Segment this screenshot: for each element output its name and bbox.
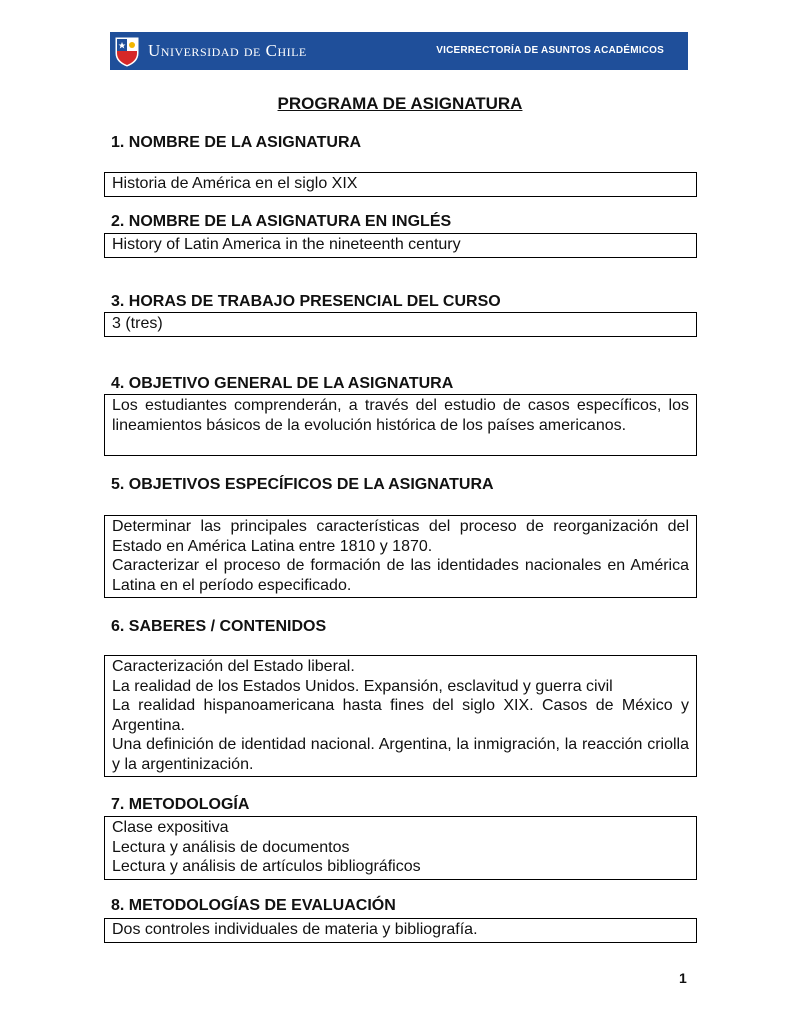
section-5-box bbox=[104, 515, 697, 598]
section-6-line: La realidad de los Estados Unidos. Expansión, esclavitud y guerra civil bbox=[112, 677, 613, 695]
section-8-line: Dos controles individuales de materia y bibliografía. bbox=[112, 921, 478, 938]
page-number: 1 bbox=[679, 970, 687, 986]
section-8-box bbox=[104, 918, 697, 943]
section-1-line: Historia de América en el siglo XIX bbox=[112, 175, 358, 192]
section-2-box bbox=[104, 233, 697, 258]
section-1-box bbox=[104, 172, 697, 197]
section-4-box bbox=[104, 394, 697, 456]
section-1-heading: 1. NOMBRE DE LA ASIGNATURA bbox=[111, 134, 362, 151]
vice-rectory-name: VICERRECTORÍA DE ASUNTOS ACADÉMICOS bbox=[436, 45, 664, 56]
section-7-heading: 7. METODOLOGÍA bbox=[111, 796, 250, 813]
section-5-line: Caracterizar el proceso de formación de las identidades nacionales en América Latina en el período especificado. bbox=[112, 557, 689, 594]
section-2-heading: 2. NOMBRE DE LA ASIGNATURA EN INGLÉS bbox=[111, 213, 452, 230]
page-title: PROGRAMA DE ASIGNATURA bbox=[277, 94, 523, 113]
section-6-line: Caracterización del Estado liberal. bbox=[112, 658, 355, 675]
section-3-line: 3 (tres) bbox=[112, 315, 163, 332]
header-banner bbox=[110, 32, 688, 70]
section-7-line: Clase expositiva bbox=[112, 819, 229, 836]
section-3-box bbox=[104, 312, 697, 337]
section-7-line: Lectura y análisis de documentos bbox=[112, 838, 350, 856]
section-5-line: Determinar las principales características del proceso de reorganización del Estado en América Latina entre 1810 y 1870. bbox=[112, 518, 689, 555]
section-4-line: Los estudiantes comprenderán, a través del estudio de casos específicos, los lineamientos básicos de la evolución histórica de los países americanos. bbox=[112, 397, 689, 434]
section-7-box bbox=[104, 816, 697, 880]
section-5-heading: 5. OBJETIVOS ESPECÍFICOS DE LA ASIGNATURA bbox=[111, 476, 494, 493]
section-7-line: Lectura y análisis de artículos bibliográficos bbox=[112, 858, 421, 875]
section-3-heading: 3. HORAS DE TRABAJO PRESENCIAL DEL CURSO bbox=[111, 293, 501, 310]
section-6-box bbox=[104, 655, 697, 777]
section-4-heading: 4. OBJETIVO GENERAL DE LA ASIGNATURA bbox=[111, 375, 454, 392]
section-6-heading: 6. SABERES / CONTENIDOS bbox=[111, 618, 327, 635]
section-6-line: La realidad hispanoamericana hasta fines del siglo XIX. Casos de México y Argentina. bbox=[112, 697, 689, 734]
section-6-line: Una definición de identidad nacional. Argentina, la inmigración, la reacción criolla y la argentinización. bbox=[112, 736, 689, 773]
university-name: Universidad de Chile bbox=[148, 41, 307, 60]
section-2-line: History of Latin America in the nineteenth century bbox=[112, 236, 461, 253]
section-8-heading: 8. METODOLOGÍAS DE EVALUACIÓN bbox=[111, 897, 396, 914]
university-crest-icon bbox=[114, 35, 140, 67]
